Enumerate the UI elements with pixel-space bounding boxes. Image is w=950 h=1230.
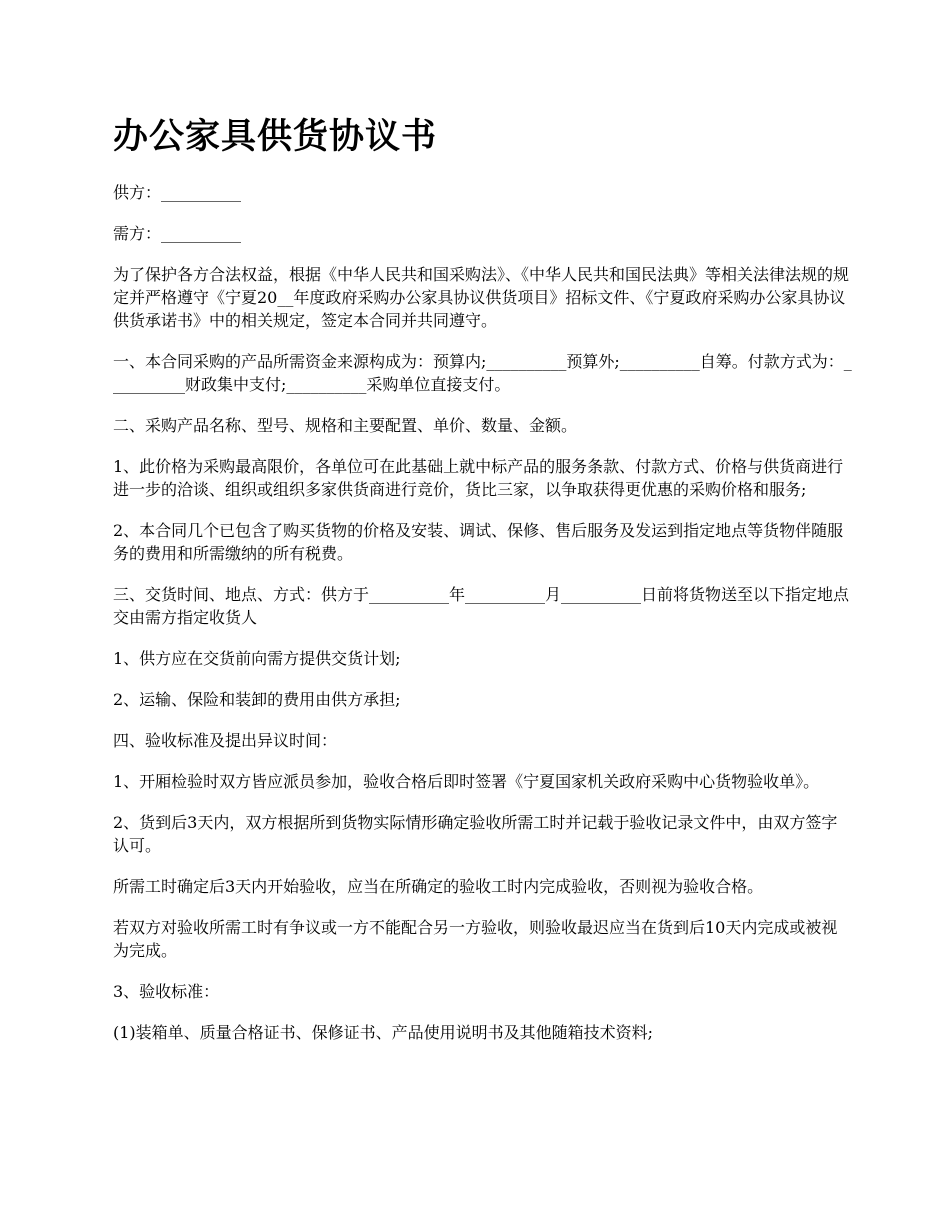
- document-page: [113, 112, 853, 1062]
- section-2-item-1: 1、此价格为采购最高限价，各单位可在此基础上就中标产品的服务条款、付款方式、价格与供货商进行进一步的洽谈、组织或组织多家供货商进行竞价，货比三家，以争取获得更优惠的采购价格和服务;: [113, 457, 844, 499]
- section-4-paragraph-a: 所需工时确定后3天内开始验收，应当在所确定的验收工时内完成验收，否则视为验收合格。: [113, 877, 764, 896]
- section-2-heading: 二、采购产品名称、型号、规格和主要配置、单价、数量、金额。: [113, 416, 578, 435]
- supplier-line: 供方：__________: [113, 183, 242, 202]
- document-title: 办公家具供货协议书: [113, 117, 438, 157]
- section-3-delivery: 三、交货时间、地点、方式：供方于__________年__________月__________日前将货物送至以下指定地点交由需方指定收货人: [113, 585, 850, 627]
- section-4-item-3-sub-1: (1)装箱单、质量合格证书、保修证书、产品使用说明书及其他随箱技术资料;: [113, 1023, 654, 1042]
- preamble-paragraph: 为了保护各方合法权益，根据《中华人民共和国采购法》、《中华人民共和国民法典》等相关法律法规的规定并严格遵守《宁夏20__年度政府采购办公家具协议供货项目》招标文件、《宁夏政府采购办公家具协议供货承诺书》中的相关规定，签定本合同并共同遵守。: [113, 265, 850, 330]
- section-4-item-1: 1、开厢检验时双方皆应派员参加，验收合格后即时签署《宁夏国家机关政府采购中心货物验收单》。: [113, 772, 820, 791]
- section-3-item-1: 1、供方应在交货前向需方提供交货计划;: [113, 649, 401, 668]
- buyer-line: 需方：__________: [113, 224, 242, 243]
- section-1-funding: 一、本合同采购的产品所需资金来源构成为：预算内;__________预算外;__________自筹。付款方式为：__________财政集中支付;__________采购单位直接支付。: [113, 352, 852, 394]
- section-4-heading: 四、验收标准及提出异议时间：: [113, 731, 338, 750]
- section-4-paragraph-b: 若双方对验收所需工时有争议或一方不能配合另一方验收，则验收最迟应当在货到后10天内完成或被视为完成。: [113, 918, 838, 960]
- section-4-item-3: 3、验收标准：: [113, 982, 220, 1001]
- section-2-item-2: 2、本合同几个已包含了购买货物的价格及安装、调试、保修、售后服务及发运到指定地点等货物伴随服务的费用和所需缴纳的所有税费。: [113, 521, 844, 563]
- section-4-item-2: 2、货到后3天内，双方根据所到货物实际情形确定验收所需工时并记载于验收记录文件中，由双方签字认可。: [113, 813, 838, 855]
- section-3-item-2: 2、运输、保险和装卸的费用由供方承担;: [113, 690, 401, 709]
